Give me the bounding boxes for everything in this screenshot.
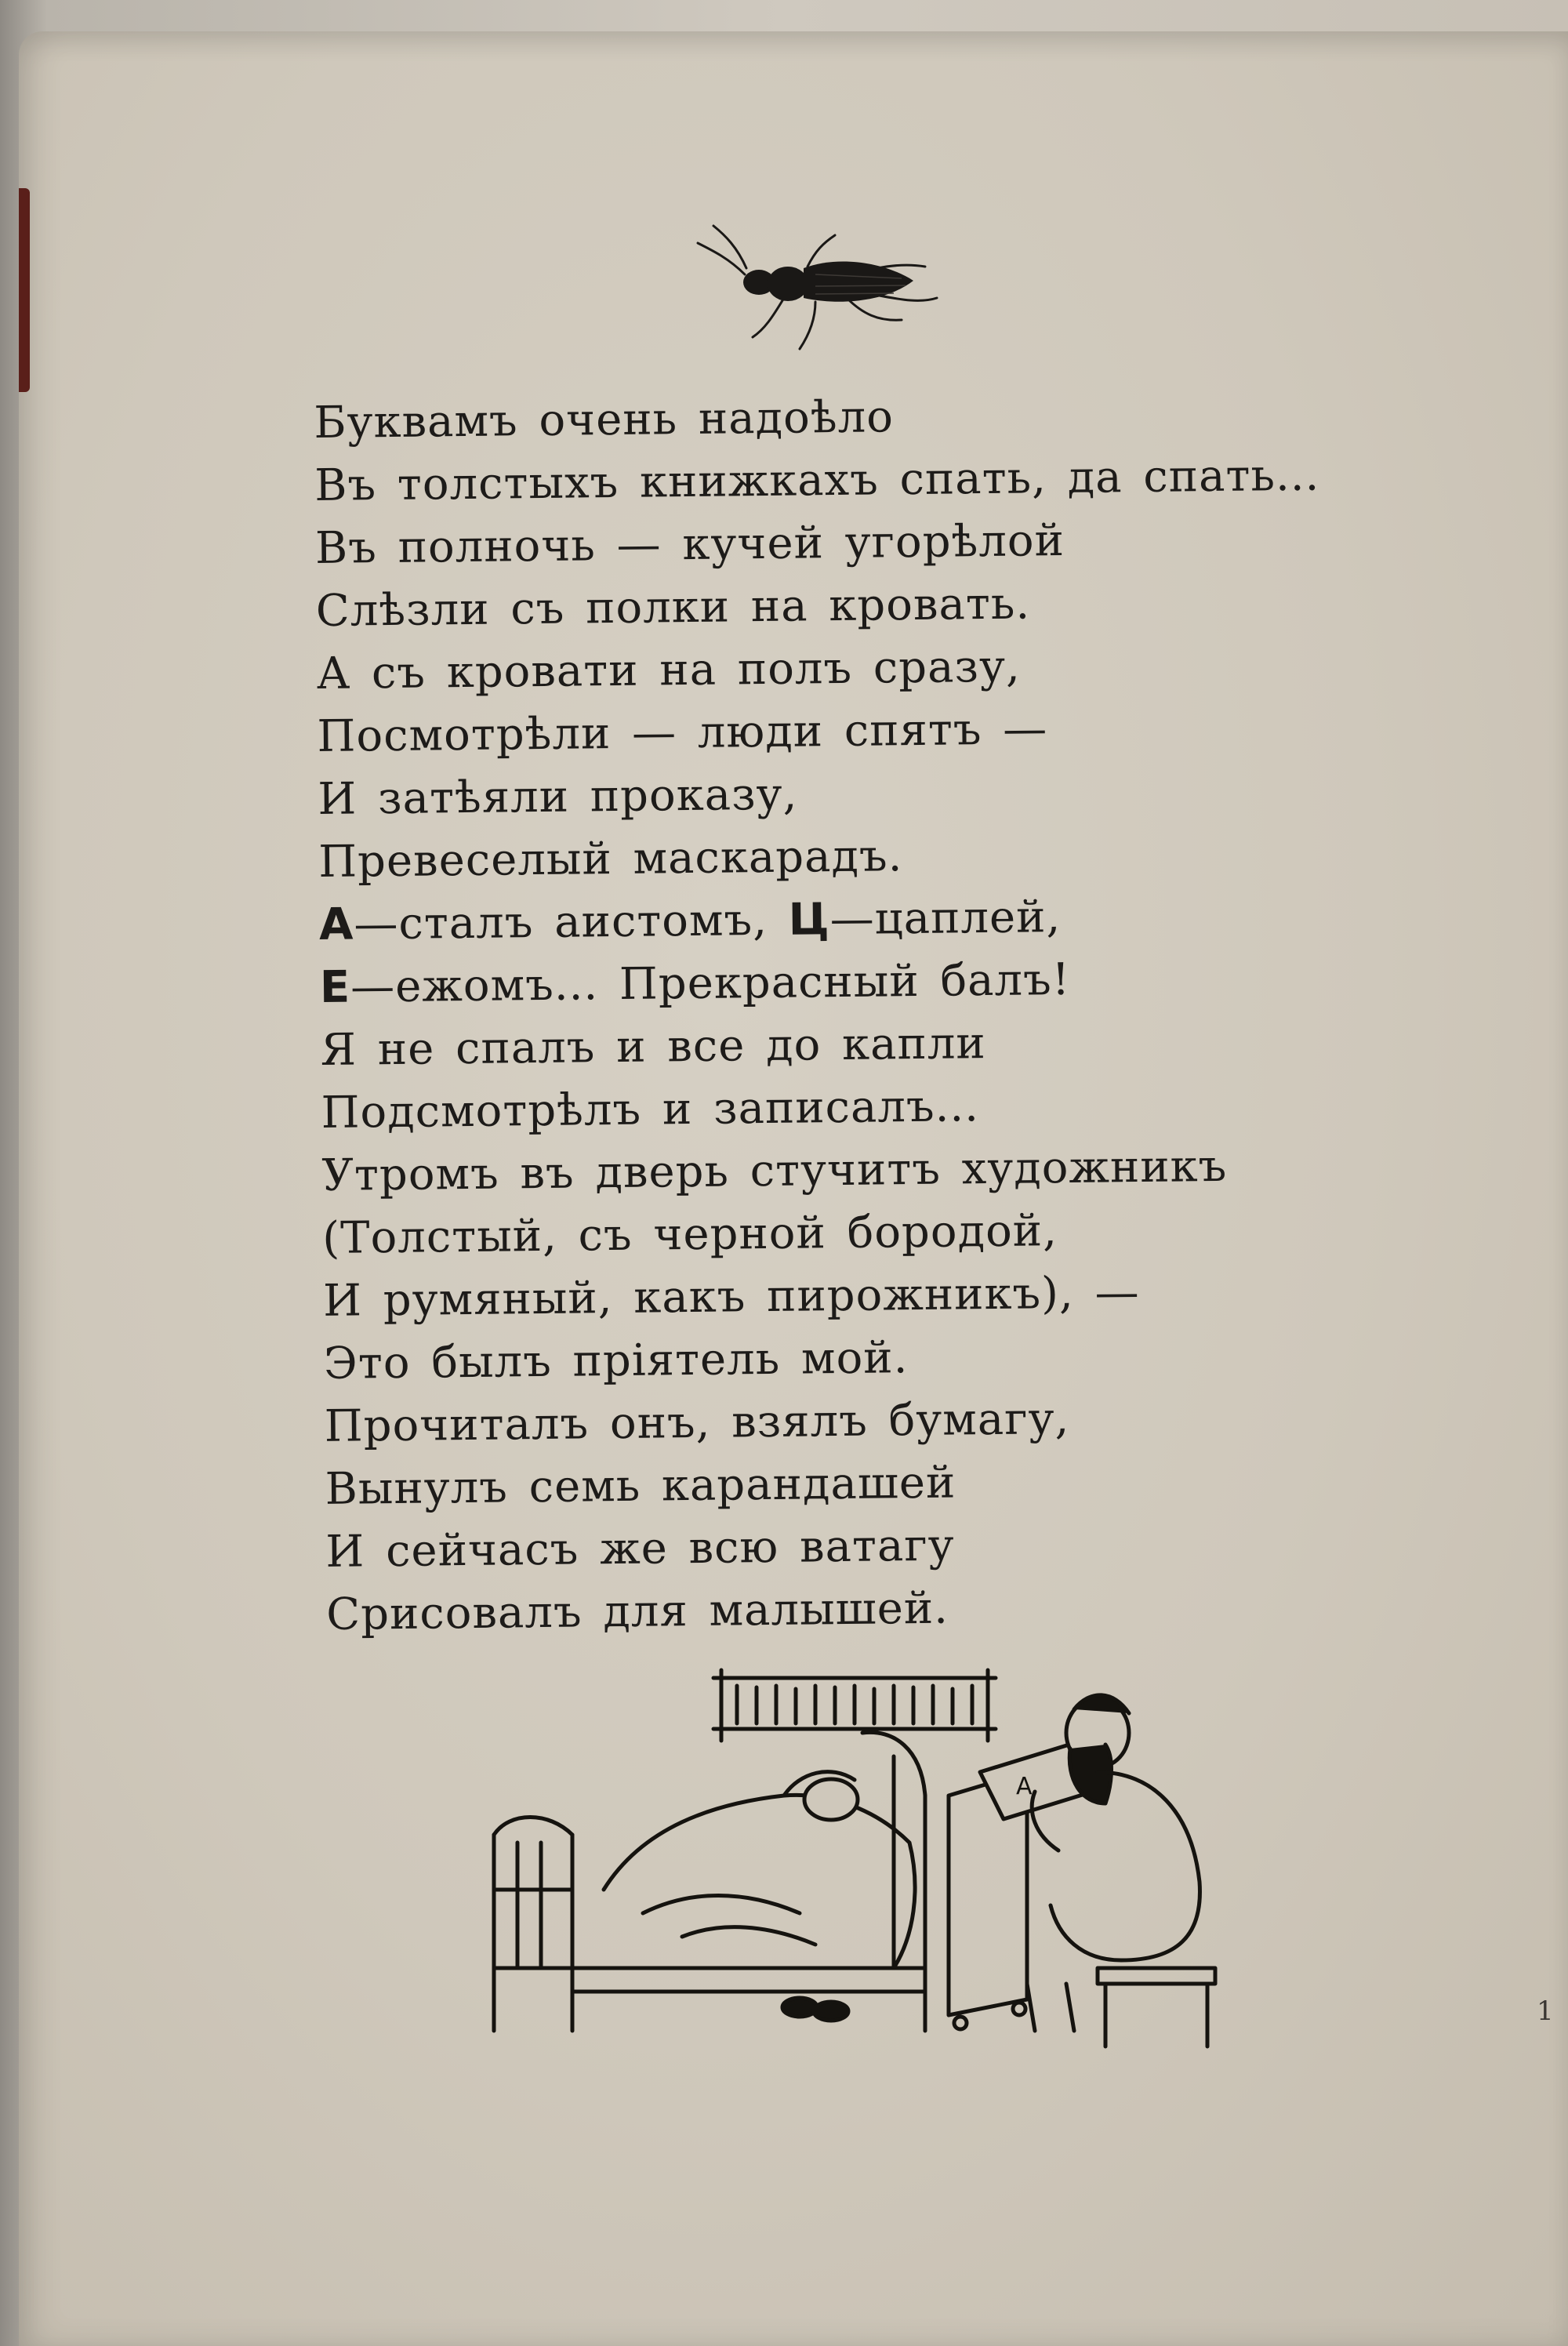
poem-line-text: Прочиталъ онъ, взялъ бумагу, [324,1393,1070,1452]
book-spine-edge [19,188,30,392]
poem-line [326,1573,1346,1647]
bookshelf [713,1670,996,1741]
poem-line-text: Въ толстыхъ книжкахъ спать, да спать... [314,449,1320,511]
poem-line [325,1447,1345,1521]
poem-line-text: Буквамъ очень надоѣло [314,391,895,448]
poem-line [316,632,1336,706]
poem-line [321,1071,1341,1145]
poem-line-text: Превеселый маскарадъ. [318,830,903,888]
poem-line [321,1134,1341,1208]
poem-line-text: И сейчасъ же всю ватагу [325,1520,955,1578]
emphasized-letter: А [318,899,354,950]
poem-line [324,1322,1344,1396]
emphasized-letter: Ц [788,894,831,946]
poem-line [324,1385,1344,1458]
poem-line [314,381,1334,455]
sleeping-child [604,1772,915,1968]
poem-line [323,1259,1343,1333]
bearded-artist [980,1695,1215,2046]
poem-line-text: —ежомъ... Прекрасный балъ! [350,953,1071,1013]
poem-line [316,569,1336,643]
poem-line-text: —сталъ аистомъ, [354,894,789,950]
poem-line-text: Слѣзли съ полки на кровать. [315,578,1031,637]
poem-line-text: Подсмотрѣлъ и записалъ... [321,1080,980,1138]
beetle-illustration [690,220,941,353]
poem-line-text: —цаплей, [829,892,1062,946]
poem-line [320,1008,1340,1082]
poem-line-text: Срисовалъ для малышей. [325,1582,949,1640]
poem-line [315,507,1335,580]
poem-line-text: И румяный, какъ пирожникъ), — [322,1267,1140,1327]
page-number-mark: 1 [1537,1996,1554,2027]
poem-line-text: Вынулъ семь карандашей [325,1457,956,1515]
poem-line [322,1197,1342,1270]
emphasized-letter: Е [319,961,351,1013]
poem-line-text: Утромъ въ дверь стучитъ художникъ [321,1140,1228,1201]
poem-line-text: Это былъ пріятель мой. [323,1332,909,1389]
poem-line-text: Въ полночь — кучей угорѣлой [314,514,1065,574]
poem-line [317,695,1337,768]
poem-line-text: И затѣяли проказу, [318,768,798,825]
bed [494,1732,925,2031]
poem-line-text: А съ кровати на полъ сразу, [316,641,1022,699]
poem-line-text: Посмотрѣли — люди спятъ — [317,703,1048,762]
poem-line-text: (Толстый, съ черной бородой, [321,1205,1058,1264]
poem-line [319,883,1339,957]
poem-text [314,381,1346,1647]
bedroom-scene-illustration [486,1654,1239,2062]
poem-line [325,1510,1345,1584]
poem-line [318,820,1338,894]
poem-line-text: Я не спалъ и все до капли [320,1018,987,1076]
poem-line [314,444,1334,518]
drawing-letter-label: А [1016,1773,1033,1800]
poem-line [320,946,1340,1019]
poem-line [318,757,1338,831]
